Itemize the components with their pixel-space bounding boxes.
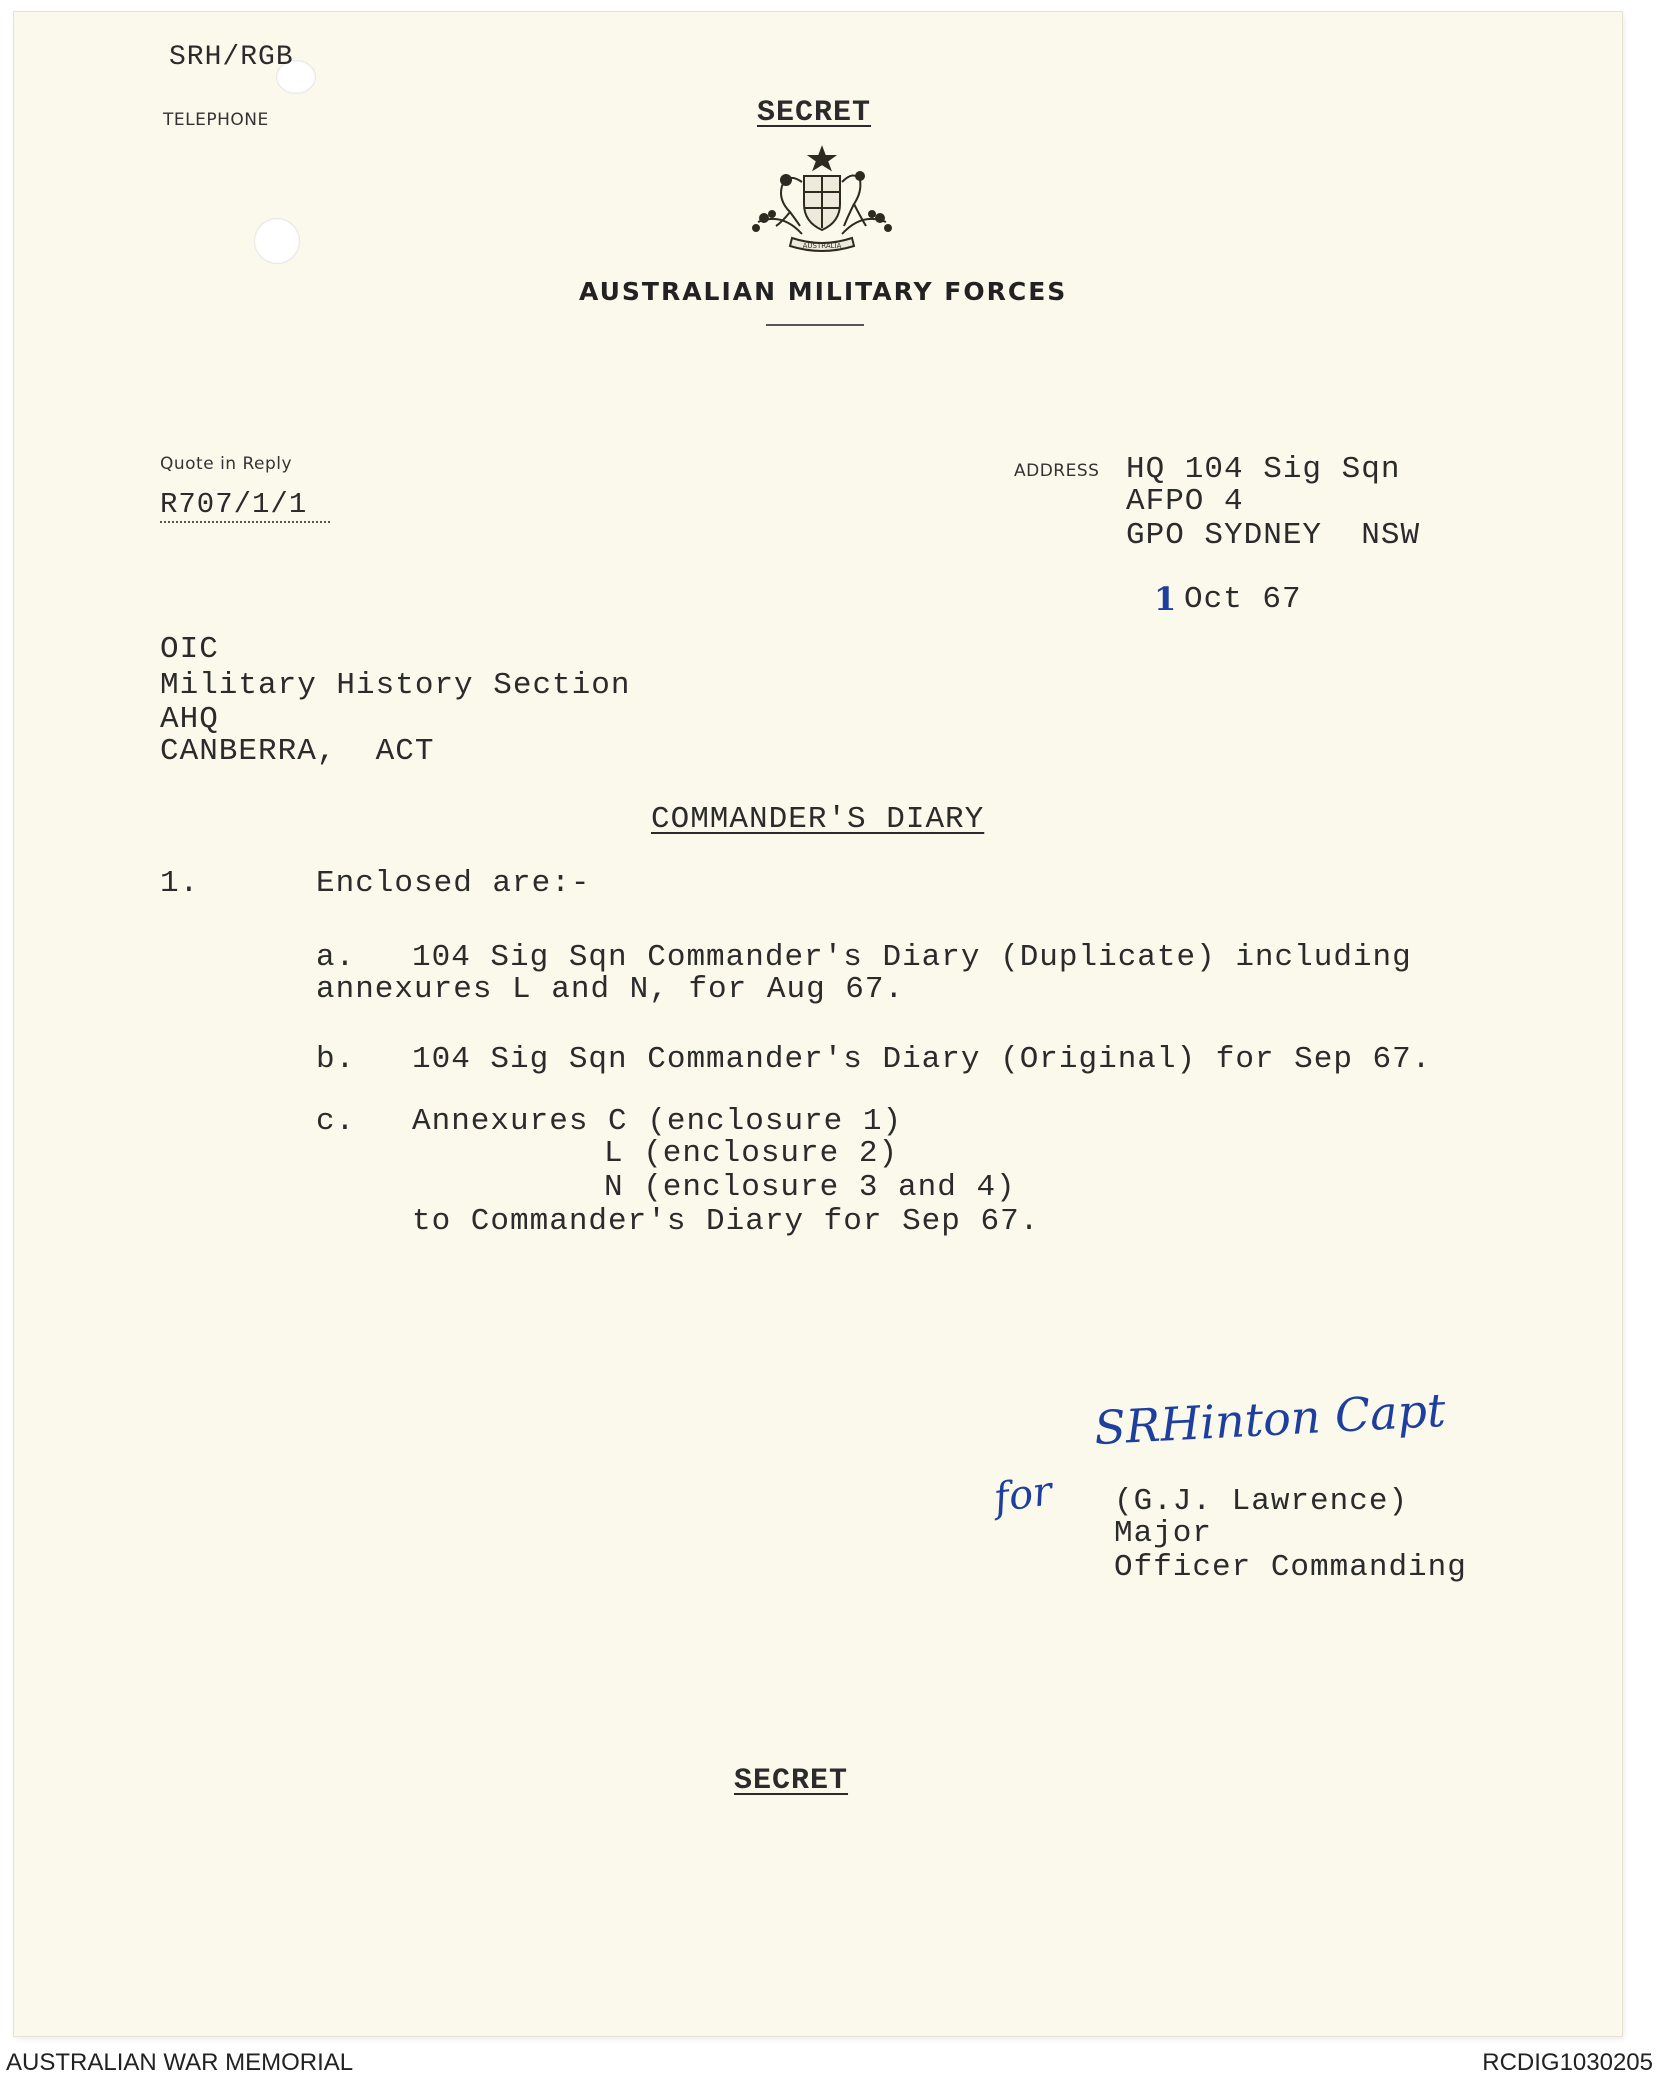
item-c-line2: L (enclosure 2) — [604, 1136, 899, 1171]
item-c-label: c. — [316, 1104, 356, 1139]
quote-in-reply-label: Quote in Reply — [160, 454, 293, 474]
item-b-text: 104 Sig Sqn Commander's Diary (Original) for Sep 67. — [412, 1042, 1432, 1077]
quote-number: R707/1/1 — [160, 488, 308, 521]
punch-hole-middle — [254, 218, 300, 264]
item-c-line1: Annexures C (enclosure 1) — [412, 1104, 903, 1139]
address-line: GPO SYDNEY NSW — [1126, 518, 1421, 553]
address-line: AFPO 4 — [1126, 484, 1244, 519]
handwritten-signature: SRHinton Capt — [1092, 1382, 1447, 1456]
organisation-name: AUSTRALIAN MILITARY FORCES — [579, 277, 1068, 306]
quote-dotted-rule — [160, 521, 330, 523]
item-c-line3: N (enclosure 3 and 4) — [604, 1170, 1016, 1205]
recipient-line: CANBERRA, ACT — [160, 734, 435, 769]
subject-heading: COMMANDER'S DIARY — [651, 802, 985, 837]
signatory-name: (G.J. Lawrence) — [1114, 1484, 1409, 1519]
classification-bottom: SECRET — [734, 1764, 849, 1798]
paragraph-intro: Enclosed are:- — [316, 866, 591, 901]
reference-initials: SRH/RGB — [169, 42, 294, 73]
recipient-line: OIC — [160, 632, 219, 667]
item-a-line1: 104 Sig Sqn Commander's Diary (Duplicate) including — [412, 940, 1412, 975]
date-month-year: Oct 67 — [1184, 582, 1302, 617]
document-page — [14, 12, 1622, 2036]
address-label: ADDRESS — [1014, 461, 1100, 481]
item-a-label: a. — [316, 940, 356, 975]
classification-top: SECRET — [757, 96, 872, 130]
item-c-line4: to Commander's Diary for Sep 67. — [412, 1204, 1040, 1239]
recipient-line: AHQ — [160, 702, 219, 737]
telephone-label: TELEPHONE — [163, 110, 269, 130]
paragraph-number: 1. — [160, 866, 200, 901]
recipient-line: Military History Section — [160, 668, 631, 703]
handwritten-for: for — [991, 1468, 1055, 1522]
signatory-title: Officer Commanding — [1114, 1550, 1467, 1585]
address-line: HQ 104 Sig Sqn — [1126, 452, 1401, 487]
heading-rule — [766, 324, 864, 326]
signatory-rank: Major — [1114, 1516, 1213, 1551]
item-b-label: b. — [316, 1042, 356, 1077]
crest-motto: AUSTRALIA — [802, 242, 842, 250]
coat-of-arms-emblem — [742, 142, 902, 262]
archive-footer-right: RCDIG1030205 — [1482, 2049, 1653, 2076]
date-day-handwritten: 1 — [1154, 580, 1177, 618]
archive-footer-left: AUSTRALIAN WAR MEMORIAL — [6, 2049, 354, 2076]
item-a-line2: annexures L and N, for Aug 67. — [316, 972, 905, 1007]
